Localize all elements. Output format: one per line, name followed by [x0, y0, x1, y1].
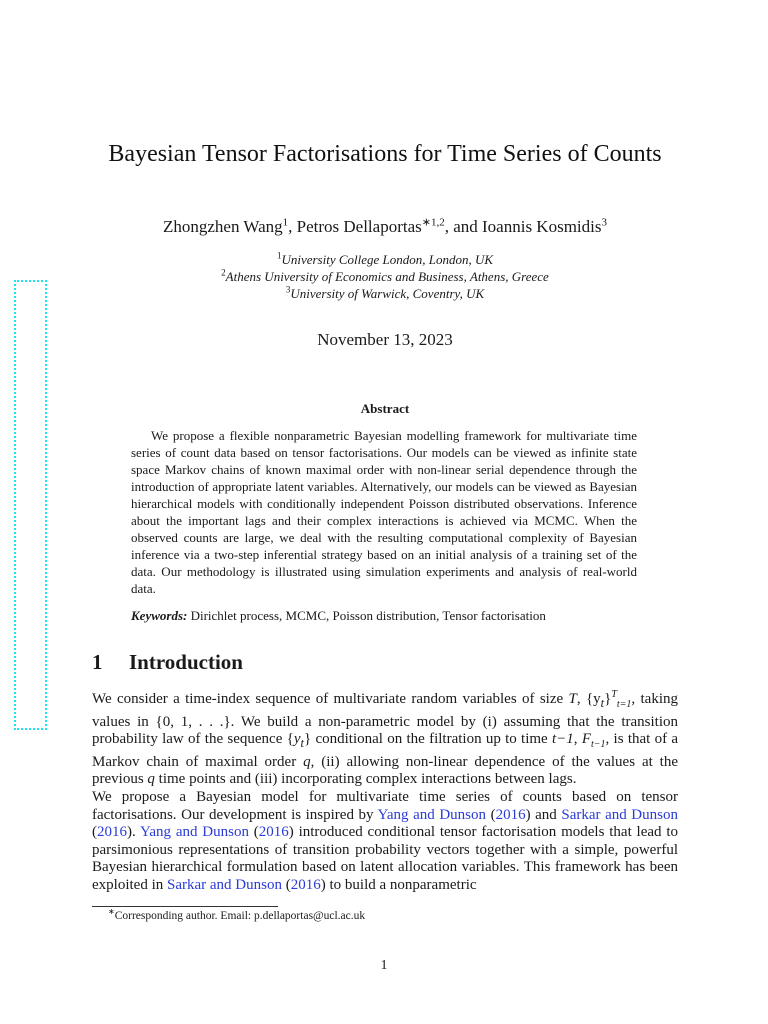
text-run: ,: [573, 731, 582, 748]
text-run: ,: [576, 691, 586, 707]
footnote-text: Corresponding author. Email: p.dellaportas@ucl.ac.uk: [114, 910, 366, 922]
footnote-marker: ∗: [108, 907, 115, 917]
section-number: 1: [92, 650, 103, 674]
affiliation: [90, 251, 680, 268]
keywords: [131, 607, 637, 624]
math-subscript: t−1: [590, 739, 606, 751]
math-symbol: y: [293, 731, 301, 748]
keywords-text: Dirichlet process, MCMC, Poisson distribution, Tensor factorisation: [190, 608, 546, 623]
author-list: [90, 217, 680, 237]
section-title: Introduction: [129, 650, 243, 674]
text-run: ): [288, 824, 294, 841]
affiliation-marker: 2: [221, 267, 226, 278]
text-run: (: [281, 876, 291, 893]
paper-title: Bayesian Tensor Factorisations for Time Series of Counts: [108, 141, 662, 167]
math-subscript: t: [300, 736, 304, 751]
author-affil-marker: 1: [282, 216, 289, 229]
citation-link[interactable]: Sarkar and Dunson: [167, 876, 282, 893]
abstract-text: We propose a flexible nonparametric Bayesian modelling framework for multivariate time series of count data based on tensor factorisations. Our models can be viewed as infinite state space Markov chains of known maximal order with non-linear serial dependence through the introduction of appropriate latent variables. Alternatively, our models can be viewed as Bayesian hierarchical models with conditionally independent Poisson distributed observations. Inference about the important lags and their complex interactions is achieved via MCMC. When the observed counts are large, we deal with the resulting computational complexity of Bayesian inference via a two-step inferential strategy based on an initial analysis of a training set of the data. Our methodology is illustrated using simulation experiments and analysis of real-world data.: [131, 428, 637, 596]
text-run: , is that of a Markov chain of maximal order: [92, 731, 679, 770]
affiliation: [90, 285, 680, 302]
abstract-heading: Abstract: [360, 401, 410, 416]
citation-link[interactable]: Yang and Dunson: [140, 824, 249, 841]
text-run: ).: [127, 824, 136, 841]
citation-link[interactable]: Sarkar and Dunson: [561, 806, 678, 823]
section-heading: [92, 648, 682, 676]
author-name: Ioannis Kosmidis: [482, 217, 602, 236]
citation-link[interactable]: Yang and Dunson: [377, 806, 486, 823]
citation-year-link[interactable]: 2016: [258, 824, 289, 841]
text-run: to build a nonparametric: [325, 876, 477, 893]
affiliation-text: Athens University of Economics and Business, Athens, Greece: [225, 269, 549, 284]
math-symbol: q: [147, 771, 155, 788]
affiliation-marker: 1: [276, 250, 282, 261]
keywords-label: Keywords:: [131, 608, 188, 623]
annotation-frame: [14, 280, 47, 730]
footnote-divider: [92, 906, 278, 907]
text-run: , (ii) allowing non-linear dependence of the values at the previous: [92, 753, 678, 788]
introduction-body: [92, 686, 678, 895]
math-subscript: t: [600, 696, 605, 710]
math-superscript: T: [611, 689, 617, 700]
citation-year-link[interactable]: 2016: [495, 806, 526, 823]
text-run: (: [92, 824, 97, 841]
author-name: Zhongzhen Wang: [162, 217, 283, 236]
citation-year-link[interactable]: 2016: [97, 824, 127, 841]
math-symbol: q: [303, 753, 311, 770]
affiliation-text: University of Warwick, Coventry, UK: [290, 286, 485, 301]
math-symbol: T: [568, 691, 577, 707]
text-run: and: [530, 806, 562, 823]
author-affil-marker: 3: [601, 216, 607, 229]
text-run: ): [525, 806, 531, 823]
text-run: introduced conditional tensor factorisation models that lead to parsimonious representations of transition probability vectors together with a simple, powerful Bayesian hierarchical formulation based on latent allocation variables. This framework has been exploited in: [92, 824, 679, 893]
footnote: [108, 909, 668, 924]
text-run: ): [320, 876, 326, 893]
text-run: (: [248, 824, 259, 841]
paragraph: [92, 789, 678, 895]
text-run: } conditional on the filtration up to time: [303, 731, 552, 748]
text-run: time points and (iii) incorporating complex interactions between lags.: [154, 771, 577, 788]
affiliation-marker: 3: [285, 284, 291, 295]
text-run: , taking values in {0, 1, . . .}. We build a non-parametric model by (i) assuming that the transition probability law of the sequence {: [92, 691, 679, 748]
author-separator: , and: [444, 217, 483, 236]
author-name: Petros Dellaportas: [296, 217, 422, 236]
affiliation: [90, 268, 680, 285]
citation-year-link[interactable]: 2016: [290, 876, 321, 893]
text-run: We consider a time-index sequence of multivariate random variables of size: [92, 691, 569, 707]
paragraph: [92, 686, 678, 789]
author-separator: ,: [288, 217, 297, 236]
math-symbol: F: [581, 731, 591, 748]
text-run: We propose a Bayesian model for multivariate time series of counts based on tensor factorisations. Our development is inspired by: [92, 788, 678, 823]
page-number: 1: [380, 958, 388, 973]
author-affil-marker: ∗1,2: [421, 216, 445, 229]
math-symbol: }: [604, 691, 612, 707]
text-run: (: [486, 806, 496, 823]
math-symbol: t−1: [551, 731, 574, 748]
affiliation-text: University College London, London, UK: [281, 252, 494, 267]
affiliation-list: [90, 251, 680, 302]
math-subscript: t=1: [616, 699, 632, 710]
publication-date: November 13, 2023: [317, 330, 453, 349]
math-symbol: {y: [585, 691, 601, 707]
